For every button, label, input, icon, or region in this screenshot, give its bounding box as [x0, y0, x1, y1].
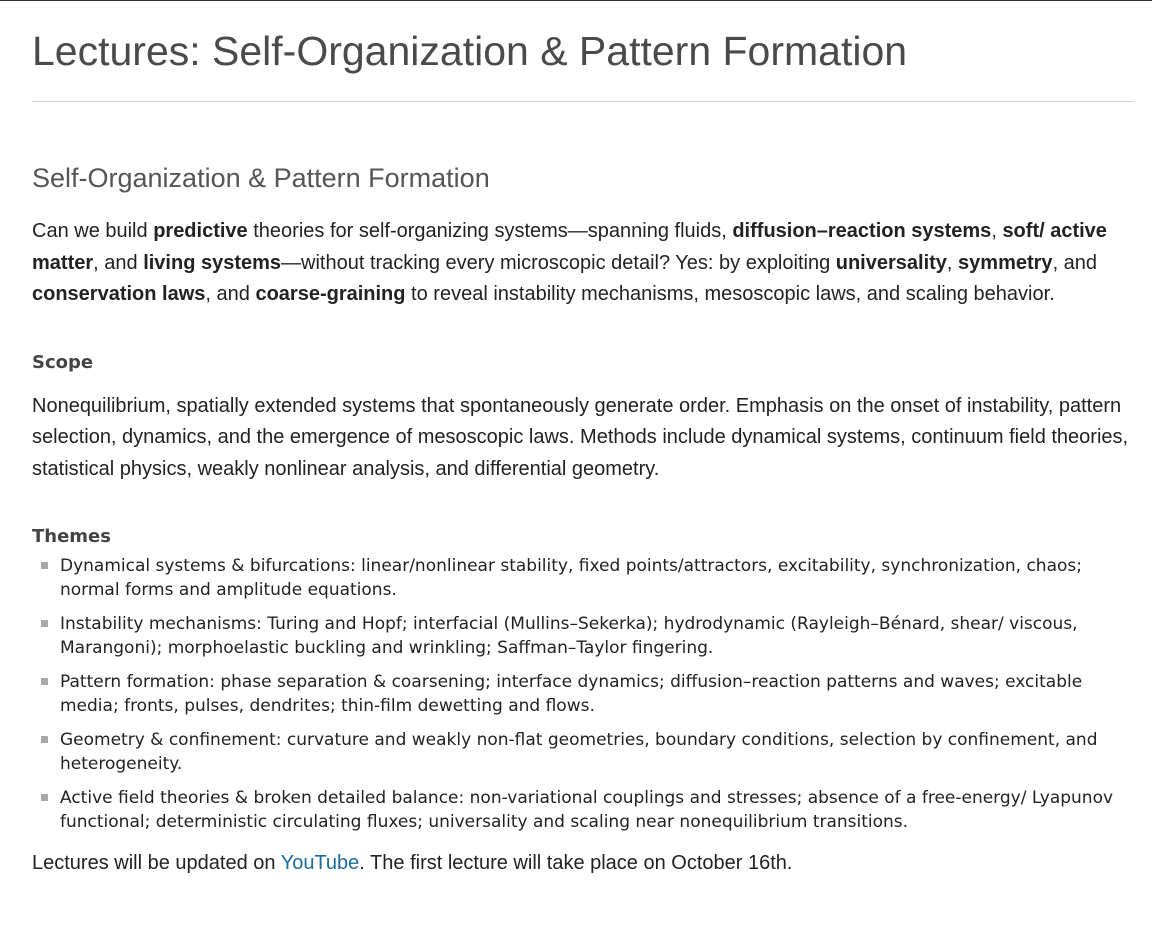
intro-emphasis: soft/ active matter — [32, 220, 1107, 274]
intro-text: —without tracking every microscopic detail? Yes: by exploiting — [281, 251, 836, 274]
theme-item — [32, 670, 1127, 718]
intro-text: theories for self-organizing systems—spanning fluids, — [247, 220, 733, 242]
intro-text: Can we build — [32, 220, 154, 242]
title-divider — [32, 101, 1134, 102]
theme-item-text: Geometry & confinement: curvature and weakly non-flat geometries, boundary conditions, selection by confinement, and heterogeneity. — [60, 730, 1098, 774]
intro-emphasis: conservation laws — [32, 283, 206, 305]
intro-text: to reveal instability mechanisms, mesoscopic laws, and scaling behavior. — [405, 283, 1055, 305]
intro-emphasis: predictive — [153, 220, 248, 242]
intro-text: , — [991, 220, 1003, 242]
page — [0, 1, 1152, 880]
intro-emphasis: diffusion–reaction systems — [732, 220, 992, 242]
theme-item — [32, 786, 1127, 834]
themes-heading: Themes — [32, 526, 111, 547]
theme-item — [32, 728, 1127, 776]
intro-text: , and — [205, 283, 256, 305]
intro-text: , and — [1052, 251, 1098, 274]
intro-text: , — [946, 251, 959, 274]
section-heading: Self-Organization & Pattern Formation — [32, 163, 490, 193]
intro-text: , and — [93, 251, 144, 274]
square-bullet-icon — [41, 562, 48, 569]
intro-paragraph — [32, 216, 1127, 311]
theme-item-text: Pattern formation: phase separation & coarsening; interface dynamics; diffusion–reaction patterns and waves; excitable media; fronts, pulses, dendrites; thin-film dewetting and flows. — [60, 672, 1083, 716]
theme-item — [32, 554, 1127, 602]
lectures-note-after: . The first lecture will take place on October 16th. — [359, 852, 793, 874]
intro-emphasis: symmetry — [958, 251, 1053, 274]
lectures-note-before: Lectures will be updated on — [32, 852, 281, 874]
square-bullet-icon — [41, 794, 48, 801]
theme-item-text: Dynamical systems & bifurcations: linear/nonlinear stability, fixed points/attractors, excitability, synchronization, chaos; normal forms and amplitude equations. — [60, 556, 1082, 600]
lectures-note — [32, 848, 1127, 880]
themes-list — [32, 554, 1127, 834]
intro-emphasis: coarse-graining — [255, 283, 406, 305]
square-bullet-icon — [41, 736, 48, 743]
intro-emphasis: universality — [835, 251, 947, 274]
youtube-link[interactable]: YouTube — [280, 852, 360, 874]
page-title: Lectures: Self-Organization & Pattern Formation — [32, 28, 908, 74]
square-bullet-icon — [41, 620, 48, 627]
theme-item-text: Instability mechanisms: Turing and Hopf; interfacial (Mullins–Sekerka); hydrodynamic (Rayleigh–Bénard, shear/ viscous, Marangoni); morphoelastic buckling and wrinkling; Saffman–Taylor fingering. — [60, 614, 1078, 658]
theme-item-text: Active field theories & broken detailed balance: non-variational couplings and stresses; absence of a free-energy/ Lyapunov functional; deterministic circulating fluxes; universality and scaling near nonequilibrium transitions. — [60, 788, 1114, 832]
intro-emphasis: living systems — [143, 251, 282, 274]
scope-paragraph: Nonequilibrium, spatially extended systems that spontaneously generate order. Emphasis on the onset of instability, pattern selection, dynamics, and the emergence of mesoscopic laws. Methods include dynamical systems, continuum field theories, statistical physics, weakly nonlinear analysis, and differential geometry. — [32, 394, 1129, 480]
scope-heading: Scope — [32, 351, 94, 373]
square-bullet-icon — [41, 678, 48, 685]
theme-item — [32, 612, 1127, 660]
